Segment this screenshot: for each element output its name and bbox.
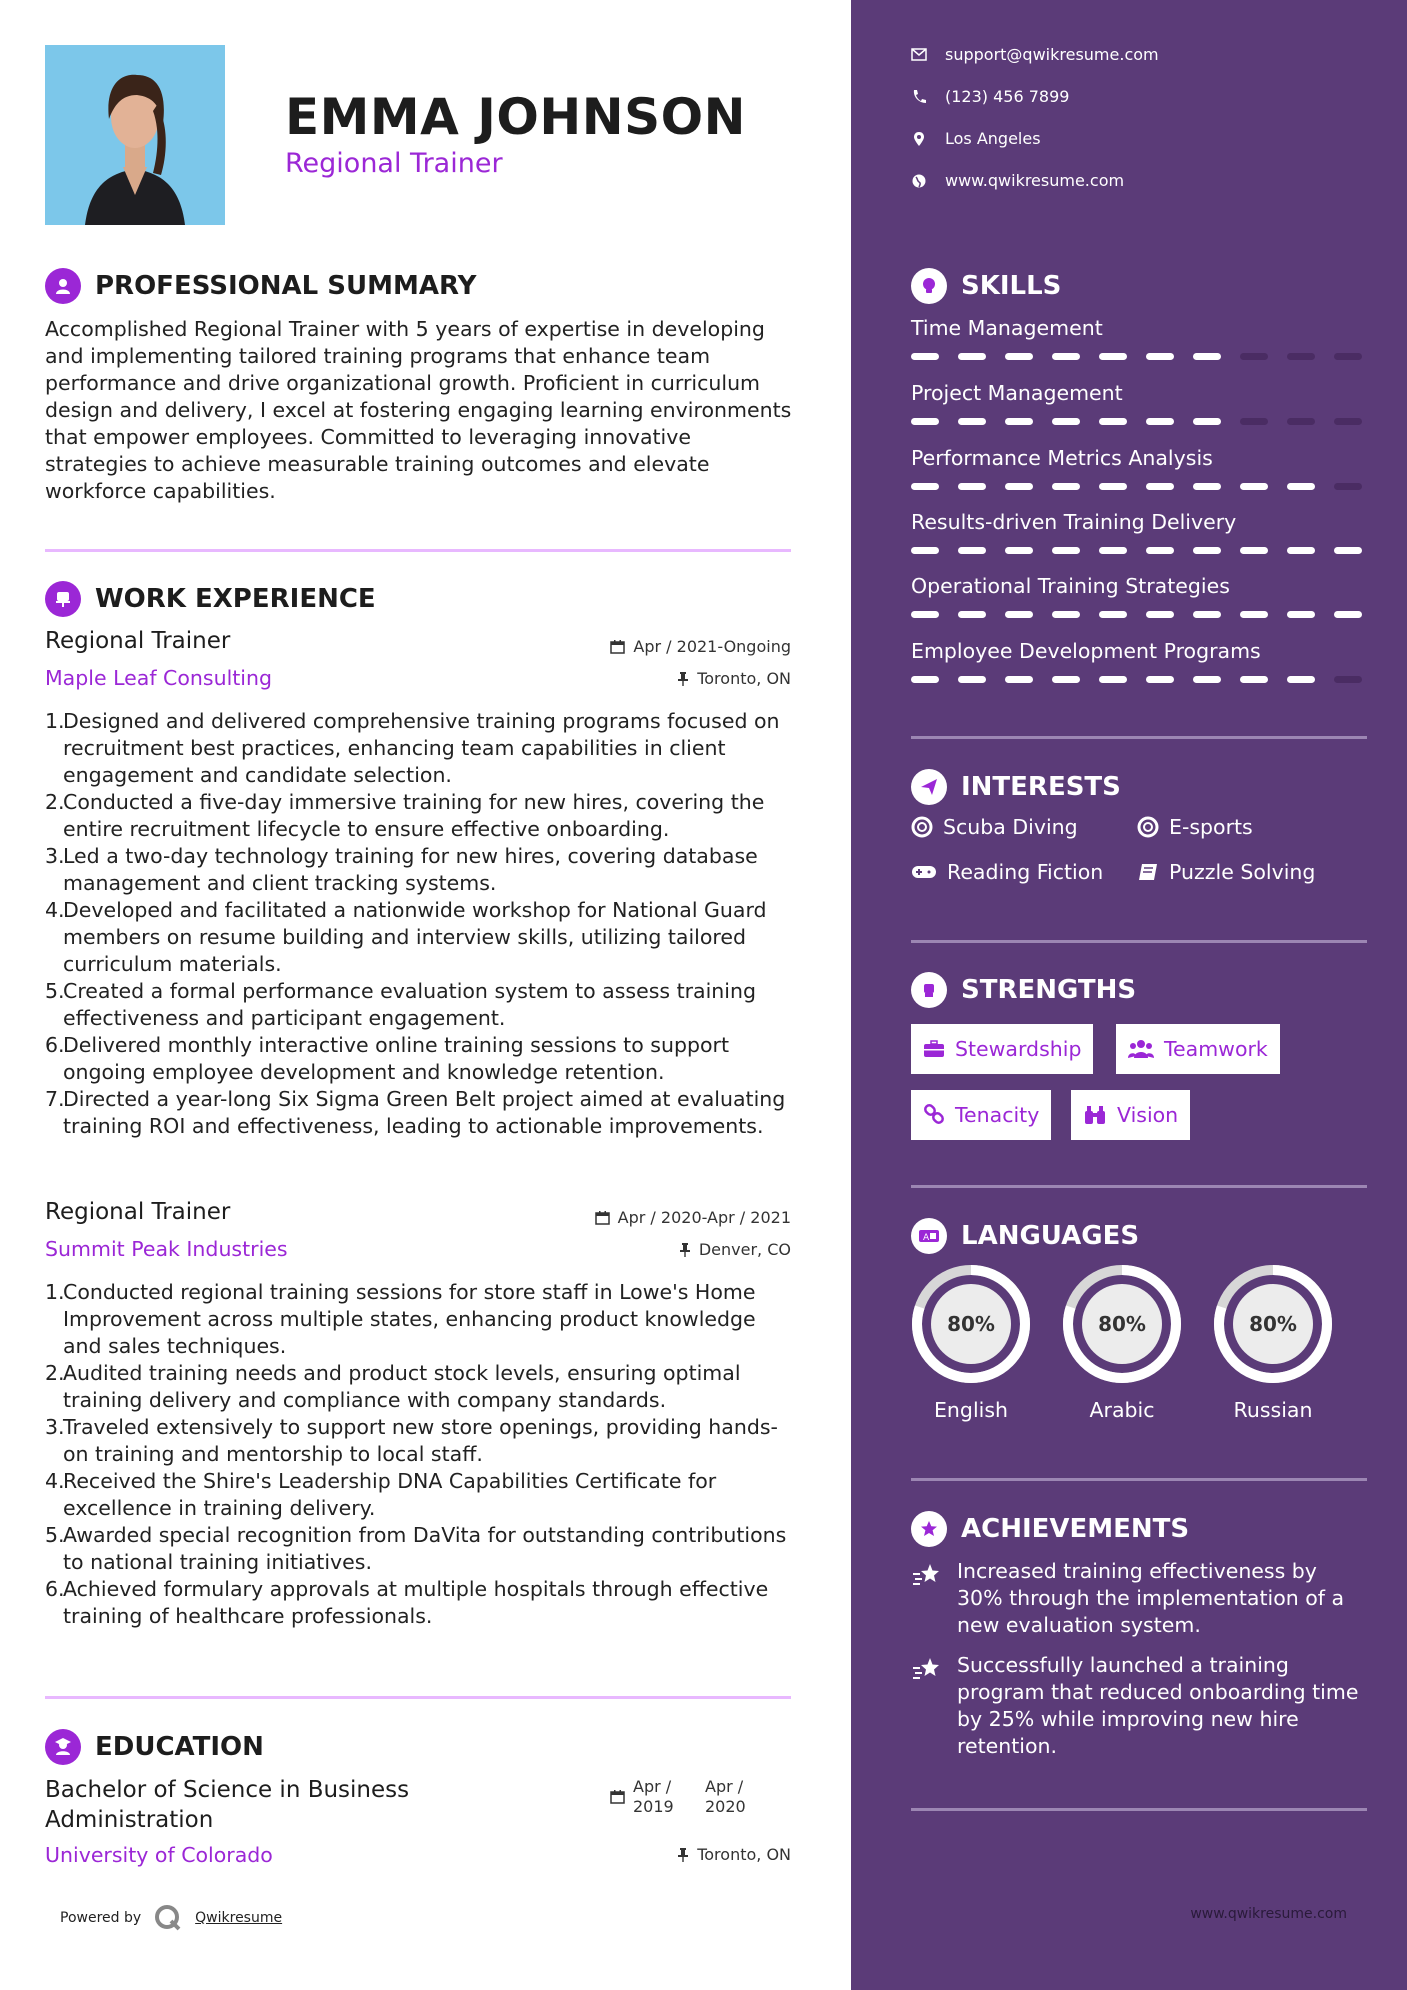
skill-dot-filled: [1005, 418, 1033, 425]
skill-dot-filled: [1193, 483, 1221, 490]
skill-dot-filled: [1334, 547, 1362, 554]
skill-dot-filled: [958, 353, 986, 360]
skill-dot-filled: [1240, 547, 1268, 554]
binoculars-icon: [1083, 1105, 1107, 1125]
skill-dot-filled: [1287, 483, 1315, 490]
sidebar-divider: [911, 736, 1367, 739]
shooting-star-icon: [911, 1656, 943, 1682]
strengths-heading-text: STRENGTHS: [961, 975, 1137, 1005]
language-progress-ring: [909, 1262, 1033, 1386]
qwikresume-link[interactable]: Qwikresume: [195, 1910, 283, 1926]
link-icon: [923, 1104, 945, 1126]
duty-item: Awarded special recognition from DaVita for outstanding contributions to national training initiatives.: [63, 1523, 787, 1574]
sidebar-divider: [911, 940, 1367, 943]
strength-label: Tenacity: [955, 1103, 1040, 1127]
skill-label: Time Management: [911, 316, 1103, 340]
skill-dot-filled: [1052, 418, 1080, 425]
skill-dot-filled: [911, 418, 939, 425]
skill-dot-empty: [1240, 353, 1268, 360]
education-degree: Bachelor of Science in Business Administration: [45, 1777, 410, 1833]
candidate-title: Regional Trainer: [285, 148, 503, 179]
skill-dot-filled: [1146, 676, 1174, 683]
languages-heading-text: LANGUAGES: [961, 1221, 1140, 1251]
job-1-title: Regional Trainer: [45, 628, 231, 654]
duty-item: Traveled extensively to support new store openings, providing hands-on training and mentorship to local staff.: [63, 1415, 778, 1466]
strengths-heading: [911, 972, 1136, 1008]
book-icon: [1137, 862, 1159, 882]
summary-text: Accomplished Regional Trainer with 5 years of expertise in developing and implementing tailored training programs that enhance team performance and drive organizational growth. Proficient in curriculum design and delivery, I excel at fostering engaging learning environments that empower employees. Committed to leveraging innovative strategies to achieve measurable training outcomes and elevate workforce capabilities.: [45, 317, 792, 503]
section-divider: [45, 1696, 791, 1699]
language-name: Arabic: [1089, 1398, 1155, 1422]
skill-dot-filled: [1193, 611, 1221, 618]
skill-dot-filled: [911, 483, 939, 490]
lightbulb-icon: [911, 268, 947, 304]
powered-by-label: Powered by: [60, 1910, 142, 1926]
graduate-icon: [45, 1729, 81, 1765]
skill-dot-empty: [1287, 353, 1315, 360]
skill-dot-empty: [1334, 418, 1362, 425]
contact-website-text[interactable]: www.qwikresume.com: [945, 171, 1125, 190]
interest-label: E-sports: [1169, 815, 1253, 839]
duty-item: Conducted regional training sessions for store staff in Lowe's Home Improvement across multiple states, enhancing product knowledge and sales techniques.: [63, 1280, 756, 1358]
job-2-location: [679, 1240, 791, 1259]
language-item: [1060, 1262, 1184, 1422]
powered-by: [60, 1903, 282, 1933]
gamepad-icon: [911, 864, 937, 880]
job-1-location-text: Toronto, ON: [697, 669, 791, 688]
job-2-title: Regional Trainer: [45, 1199, 231, 1225]
skill-level-meter: [911, 418, 1371, 425]
skill-item: [911, 381, 1371, 425]
skill-dot-filled: [1334, 611, 1362, 618]
skill-dot-filled: [1099, 483, 1127, 490]
skill-dot-filled: [1052, 483, 1080, 490]
skill-dot-filled: [1146, 611, 1174, 618]
job-2-duties: [45, 1279, 795, 1630]
language-percent: 80%: [1098, 1312, 1146, 1336]
contact-phone: [911, 87, 1069, 106]
skill-dot-filled: [958, 483, 986, 490]
education-heading: [45, 1729, 264, 1765]
job-1-company: Maple Leaf Consulting: [45, 666, 273, 690]
strength-label: Teamwork: [1164, 1037, 1268, 1061]
skill-label: Results-driven Training Delivery: [911, 510, 1237, 534]
pin-icon: [677, 1847, 689, 1862]
summary-heading: [45, 268, 476, 304]
skill-dot-filled: [1193, 676, 1221, 683]
skill-label: Project Management: [911, 381, 1123, 405]
skill-item: [911, 316, 1371, 360]
job-1-duties: [45, 708, 795, 1140]
skill-dot-filled: [911, 547, 939, 554]
contact-email-text[interactable]: support@qwikresume.com: [945, 45, 1159, 64]
education-end: Apr / 2020: [705, 1777, 746, 1816]
summary-heading-text: PROFESSIONAL SUMMARY: [95, 271, 477, 301]
duty-item: Designed and delivered comprehensive training programs focused on recruitment best practices, enhancing team capabilities in client engagement and candidate selection.: [63, 709, 780, 787]
experience-heading-text: WORK EXPERIENCE: [95, 584, 376, 614]
duty-item: Delivered monthly interactive online training sessions to support ongoing employee development and knowledge retention.: [63, 1033, 729, 1084]
skill-dot-filled: [958, 547, 986, 554]
contact-website: [911, 171, 1124, 190]
job-2-dates-text: Apr / 2020-Apr / 2021: [617, 1208, 791, 1227]
skill-level-meter: [911, 483, 1371, 490]
skill-dot-filled: [1193, 418, 1221, 425]
achievements-heading: [911, 1511, 1189, 1547]
interest-puzzle-solving: [1137, 860, 1315, 884]
contact-email: [911, 45, 1159, 64]
skill-dot-filled: [1099, 418, 1127, 425]
skill-dot-filled: [958, 611, 986, 618]
qwikresume-logo-icon: [153, 1903, 183, 1933]
skill-item: [911, 639, 1371, 683]
skill-dot-filled: [911, 611, 939, 618]
skill-dot-filled: [1146, 547, 1174, 554]
skill-dot-empty: [1334, 353, 1362, 360]
language-item: [909, 1262, 1033, 1422]
job-2-dates: [595, 1208, 791, 1227]
skill-dot-empty: [1240, 418, 1268, 425]
life-ring-icon: [911, 816, 933, 838]
briefcase-chair-icon: [45, 581, 81, 617]
skill-dot-filled: [1240, 611, 1268, 618]
language-name: English: [933, 1398, 1009, 1422]
shooting-star-icon: [911, 1562, 943, 1588]
achievements-heading-text: ACHIEVEMENTS: [961, 1514, 1190, 1544]
strength-label: Vision: [1117, 1103, 1179, 1127]
interest-label: Scuba Diving: [943, 815, 1078, 839]
skill-dot-filled: [1005, 676, 1033, 683]
skill-dot-filled: [1099, 611, 1127, 618]
skill-label: Operational Training Strategies: [911, 574, 1230, 598]
job-1-location: [677, 669, 791, 688]
calendar-icon: [595, 1210, 610, 1225]
job-1-dates-text: Apr / 2021-Ongoing: [633, 637, 791, 656]
skill-item: [911, 510, 1371, 554]
education-start: Apr / 2019: [633, 1777, 674, 1816]
interests-heading: [911, 769, 1121, 805]
duty-item: Achieved formulary approvals at multiple hospitals through effective training of healthcare professionals.: [63, 1577, 769, 1628]
interest-label: Puzzle Solving: [1169, 860, 1316, 884]
phone-icon: [911, 89, 927, 104]
star-badge-icon: [911, 1511, 947, 1547]
duty-item: Created a formal performance evaluation system to assess training effectiveness and participant engagement.: [63, 979, 756, 1030]
fist-icon: [911, 972, 947, 1008]
interest-e-sports: [1137, 815, 1253, 839]
sidebar: [851, 0, 1407, 1990]
languages-heading: [911, 1218, 1139, 1254]
language-item: [1211, 1262, 1335, 1422]
skill-label: Performance Metrics Analysis: [911, 446, 1213, 470]
skill-level-meter: [911, 547, 1371, 554]
job-2-company: Summit Peak Industries: [45, 1237, 288, 1261]
skill-dot-filled: [1146, 483, 1174, 490]
education-dates: [610, 1777, 761, 1817]
sidebar-divider: [911, 1808, 1367, 1811]
skill-item: [911, 574, 1371, 618]
skill-dot-filled: [1287, 676, 1315, 683]
skill-dot-filled: [1005, 353, 1033, 360]
section-divider: [45, 549, 791, 552]
skill-dot-filled: [1193, 353, 1221, 360]
language-name: Russian: [1233, 1398, 1313, 1422]
footer-website[interactable]: www.qwikresume.com: [1190, 1906, 1347, 1922]
duty-item: Developed and facilitated a nationwide workshop for National Guard members on resume building and interview skills, utilizing tailored curriculum materials.: [63, 898, 767, 976]
sidebar-divider: [911, 1478, 1367, 1481]
skill-dot-filled: [1240, 483, 1268, 490]
globe-icon: [911, 173, 927, 189]
contact-location: [911, 129, 1041, 148]
pin-icon: [679, 1242, 691, 1257]
achievement-text: Increased training effectiveness by 30% through the implementation of a new evaluation system.: [957, 1559, 1345, 1637]
skill-dot-filled: [1005, 547, 1033, 554]
skill-item: [911, 446, 1371, 490]
achievement-item: [911, 1652, 1367, 1760]
education-location-text: Toronto, ON: [697, 1845, 791, 1864]
briefcase-icon: [923, 1040, 945, 1058]
skill-level-meter: [911, 676, 1371, 683]
paper-plane-icon: [911, 769, 947, 805]
skills-heading-text: SKILLS: [961, 271, 1062, 301]
skill-dot-empty: [1334, 483, 1362, 490]
achievement-item: [911, 1558, 1367, 1639]
users-icon: [1128, 1039, 1154, 1059]
skill-dot-filled: [1146, 418, 1174, 425]
skill-dot-filled: [911, 676, 939, 683]
skill-label: Employee Development Programs: [911, 639, 1261, 663]
skill-dot-filled: [911, 353, 939, 360]
duty-item: Conducted a five-day immersive training for new hires, covering the entire recruitment lifecycle to ensure effective onboarding.: [63, 790, 765, 841]
skill-dot-empty: [1334, 676, 1362, 683]
skill-dot-filled: [1099, 353, 1127, 360]
skill-dot-filled: [958, 418, 986, 425]
translate-icon: [911, 1218, 947, 1254]
interest-scuba-diving: [911, 815, 1078, 839]
contact-phone-text: (123) 456 7899: [945, 87, 1070, 106]
profile-photo: [45, 45, 225, 225]
skill-dot-filled: [958, 676, 986, 683]
experience-heading: [45, 581, 376, 617]
interest-label: Reading Fiction: [947, 860, 1104, 884]
duty-item: Audited training needs and product stock levels, ensuring optimal training delivery and compliance with company standards.: [63, 1361, 741, 1412]
skill-dot-filled: [1005, 611, 1033, 618]
map-marker-icon: [911, 131, 927, 147]
skill-dot-filled: [1287, 547, 1315, 554]
skills-heading: [911, 268, 1061, 304]
calendar-icon: [610, 1789, 625, 1804]
education-school: University of Colorado: [45, 1843, 273, 1867]
envelope-icon: [911, 48, 927, 61]
strength-stewardship: [911, 1024, 1093, 1074]
skill-level-meter: [911, 353, 1371, 360]
job-2-location-text: Denver, CO: [698, 1240, 791, 1259]
skill-dot-filled: [1240, 676, 1268, 683]
pin-icon: [677, 671, 689, 686]
svg-text:A: A: [923, 1233, 930, 1243]
skill-dot-filled: [1099, 676, 1127, 683]
education-heading-text: EDUCATION: [95, 1732, 264, 1762]
skill-level-meter: [911, 611, 1371, 618]
skill-dot-filled: [1099, 547, 1127, 554]
skill-dot-empty: [1287, 418, 1315, 425]
strength-vision: [1071, 1090, 1190, 1140]
duty-item: Directed a year-long Six Sigma Green Belt project aimed at evaluating training ROI and effectiveness, leading to actionable improvements.: [63, 1087, 786, 1138]
life-ring-icon: [1137, 816, 1159, 838]
interest-reading-fiction: [911, 860, 1103, 884]
skill-dot-filled: [1052, 353, 1080, 360]
skill-dot-filled: [1146, 353, 1174, 360]
skill-dot-filled: [1052, 547, 1080, 554]
skill-dot-filled: [1052, 676, 1080, 683]
interests-heading-text: INTERESTS: [961, 772, 1121, 802]
duty-item: Received the Shire's Leadership DNA Capabilities Certificate for excellence in training delivery.: [63, 1469, 717, 1520]
skill-dot-filled: [1005, 483, 1033, 490]
language-percent: 80%: [947, 1312, 995, 1336]
language-progress-ring: [1060, 1262, 1184, 1386]
language-progress-ring: [1211, 1262, 1335, 1386]
job-1-dates: [610, 637, 791, 656]
duty-item: Led a two-day technology training for new hires, covering database management and client tracking systems.: [63, 844, 758, 895]
skill-dot-filled: [1193, 547, 1221, 554]
contact-location-text: Los Angeles: [945, 129, 1041, 148]
sidebar-divider: [911, 1185, 1367, 1188]
achievement-text: Successfully launched a training program that reduced onboarding time by 25% while improving new hire retention.: [957, 1653, 1359, 1758]
strength-label: Stewardship: [955, 1037, 1082, 1061]
strength-tenacity: [911, 1090, 1051, 1140]
skill-dot-filled: [1052, 611, 1080, 618]
calendar-icon: [610, 639, 625, 654]
strength-teamwork: [1116, 1024, 1280, 1074]
user-icon: [45, 268, 81, 304]
candidate-name: EMMA JOHNSON: [285, 88, 746, 146]
skill-dot-filled: [1287, 611, 1315, 618]
language-percent: 80%: [1249, 1312, 1297, 1336]
education-location: [677, 1845, 791, 1864]
